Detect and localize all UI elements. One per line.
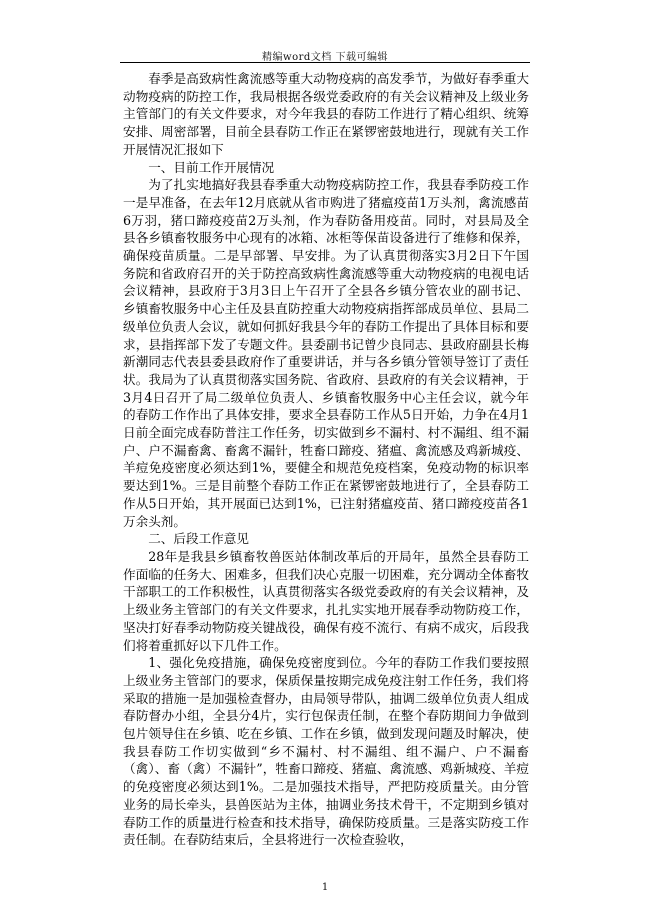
section-heading-1: 一、目前工作开展情况 [148,159,275,175]
paragraph-later-work: 28年是我县乡镇畜牧兽医站体制改革后的开局年，虽然全县春防工作面临的任务大、困难多，但我们决心克服一切困难，充分调动全体畜牧干部职工的工作积极性，认真贯彻落实各级党委政府的有关会议精神，及上级业务主管部门的有关文件要求，扎扎实实地开展春季动物防疫工作，坚决打好春季动物防疫关键战役，确保有疫不流行、有病不成灾，后段我们将着重抓好以下几件工作。 [123,548,529,653]
header-rule [120,62,530,63]
document-body [123,70,529,849]
page-number: 1 [321,882,329,893]
page-header: 精编word文档 下载可编辑 [262,52,388,63]
section-heading-2: 二、后段工作意见 [148,531,249,547]
intro-paragraph: 春季是高致病性禽流感等重大动物疫病的高发季节，为做好春季重大动物疫病的防控工作，我局根据各级党委政府的有关会议精神及上级业务主管部门的有关文件要求，对今年我县的春防工作进行了精心组织、统筹安排、周密部署，目前全县春防工作正在紧锣密鼓地进行，现就有关工作开展情况汇报如下 [123,71,529,157]
paragraph-immunization: 1、强化免疫措施，确保免疫密度到位。今年的春防工作我们要按照上级业务主管部门的要求，保质保量按期完成免疫注射工作任务，我们将采取的措施一是加强检查督办，由局领导带队，抽调二级单位负责人组成春防督办小组，全县分4片，实行包保责任制，在整个春防期间力争做到包片领导住在乡镇、吃在乡镇、工作在乡镇，做到发现问题及时解决，使我县春防工作切实做到“乡不漏村、村不漏组、组不漏户、户不漏畜（禽）、畜（禽）不漏针”，牲畜口蹄疫、猪瘟、禽流感、鸡新城疫、羊痘的免疫密度必须达到1%。二是加强技术指导，严把防疫质量关。由分管业务的局长牵头，县兽医站为主体，抽调业务技术骨干，不定期到乡镇对春防工作的质量进行检查和技术指导，确保防疫质量。三是落实防疫工作责任制。在春防结束后，全县将进行一次检查验收， [123,655,529,848]
paragraph-current-work: 为了扎实地搞好我县春季重大动物疫病防控工作，我县春季防疫工作一是早准备，在去年12月底就从省市购进了猪瘟疫苗1万头剂，禽流感苗6万羽，猪口蹄疫疫苗2万头剂，作为春防备用疫苗。同时，对县局及全县各乡镇畜牧服务中心现有的冰箱、冰柜等保苗设备进行了维修和保养，确保疫苗质量。二是早部署、早安排。为了认真贯彻落实3月2日下午国务院和省政府召开的关于防控高致病性禽流感等重大动物疫病的电视电话会议精神，县政府于3月3日上午召开了全县各乡镇分管农业的副书记、乡镇畜牧服务中心主任及县直防控重大动物疫病指挥部成员单位、县局二级单位负责人会议，就如何抓好我县今年的春防工作提出了具体目标和要求，县指挥部下发了专题文件。县委副书记曾少良同志、县政府副县长梅新潮同志代表县委县政府作了重要讲话，并与各乡镇分管领导签订了责任状。我局为了认真贯彻落实国务院、省政府、县政府的有关会议精神，于3月4日召开了局二级单位负责人、乡镇畜牧服务中心主任会议，就今年的春防工作作出了具体安排，要求全县春防工作从5日开始，力争在4月1日前全面完成春防普注工作任务，切实做到乡不漏村、村不漏组、组不漏户、户不漏畜禽、畜禽不漏针，牲畜口蹄疫、猪瘟、禽流感及鸡新城疫、羊痘免疫密度必须达到1%，要健全和规范免疫档案，免疫动物的标识率要达到1%。三是目前整个春防工作正在紧锣密鼓地进行了，全县春防工作从5日开始，其开展面已达到1%，已注射猪瘟疫苗、猪口蹄疫疫苗各1万余头剂。 [123,177,529,529]
